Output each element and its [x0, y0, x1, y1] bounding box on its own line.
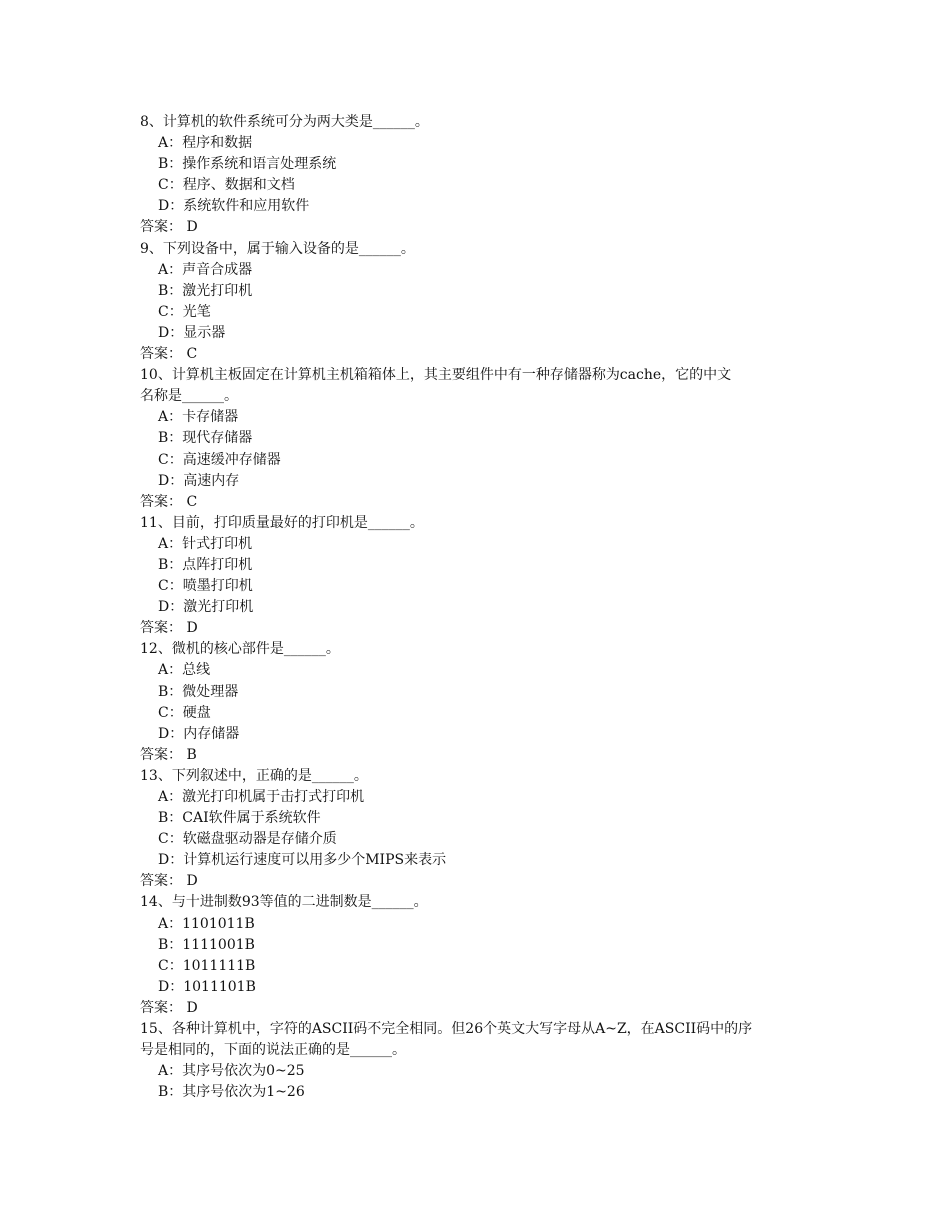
option-c: C：软磁盘驱动器是存储介质: [158, 831, 337, 848]
option-a: A：1101011B: [158, 915, 255, 932]
option-d: D：激光打印机: [158, 599, 254, 616]
option-c: C：光笔: [158, 303, 211, 320]
option-a: A：激光打印机属于击打式打印机: [158, 789, 365, 805]
answer: 答案： D: [140, 219, 198, 236]
option-b: B：激光打印机: [158, 282, 253, 299]
option-b: B：点阵打印机: [158, 556, 253, 573]
option-d: D：1011101B: [158, 978, 256, 995]
question-stem-line-1: 10、计算机主板固定在计算机主机箱箱体上，其主要组件中有一种存储器称为cache，它的中文: [140, 367, 732, 384]
option-a: A：声音合成器: [158, 261, 253, 278]
option-b: B：CAI软件属于系统软件: [158, 810, 321, 827]
option-c: C：喷墨打印机: [158, 578, 253, 595]
option-c: C：高速缓冲存储器: [158, 451, 281, 468]
answer: 答案： C: [140, 346, 198, 363]
option-a: A：程序和数据: [158, 135, 253, 152]
option-a: A：卡存储器: [158, 409, 239, 426]
option-a: A：针式打印机: [158, 535, 253, 552]
option-b: B：操作系统和语言处理系统: [158, 156, 337, 173]
option-c: C：1011111B: [158, 957, 256, 974]
option-b: B：现代存储器: [158, 430, 253, 447]
question-stem-line-2: 名称是______。: [140, 388, 238, 405]
question-8: [140, 112, 820, 239]
question-12: [140, 639, 820, 766]
option-d: D：高速内存: [158, 472, 240, 489]
option-d: D：内存储器: [158, 725, 240, 742]
question-stem-line-2: 号是相同的，下面的说法正确的是______。: [140, 1042, 406, 1059]
option-a: A：其序号依次为0~25: [158, 1063, 305, 1080]
question-11: [140, 513, 820, 640]
option-d: D：显示器: [158, 324, 226, 341]
answer: 答案： D: [140, 873, 198, 890]
answer: 答案： C: [140, 493, 198, 510]
question-stem: 11、目前，打印质量最好的打印机是______。: [140, 514, 424, 531]
option-c: C：程序、数据和文档: [158, 177, 295, 194]
answer: 答案： B: [140, 746, 197, 763]
document-body: [140, 112, 820, 1103]
option-d: D：计算机运行速度可以用多少个MIPS来表示: [158, 852, 447, 869]
option-c: C：硬盘: [158, 704, 211, 721]
option-b: B：其序号依次为1~26: [158, 1084, 305, 1101]
option-b: B：微处理器: [158, 683, 239, 700]
answer: 答案： D: [140, 999, 198, 1016]
question-stem: 12、微机的核心部件是______。: [140, 641, 340, 658]
question-stem-line-1: 15、各种计算机中，字符的ASCII码不完全相同。但26个英文大写字母从A~Z，在ASCII码中的序: [140, 1021, 753, 1038]
question-stem: 8、计算机的软件系统可分为两大类是______。: [140, 114, 429, 130]
option-a: A：总线: [158, 662, 211, 679]
question-15: [140, 1019, 820, 1103]
question-13: [140, 766, 820, 893]
option-b: B：1111001B: [158, 936, 255, 953]
answer: 答案： D: [140, 620, 198, 637]
question-9: [140, 239, 820, 366]
question-10: [140, 365, 820, 513]
question-stem: 9、下列设备中，属于输入设备的是______。: [140, 240, 415, 257]
option-d: D：系统软件和应用软件: [158, 198, 310, 215]
question-14: [140, 892, 820, 1019]
question-stem: 13、下列叙述中，正确的是______。: [140, 767, 368, 784]
question-stem: 14、与十进制数93等值的二进制数是______。: [140, 894, 428, 911]
